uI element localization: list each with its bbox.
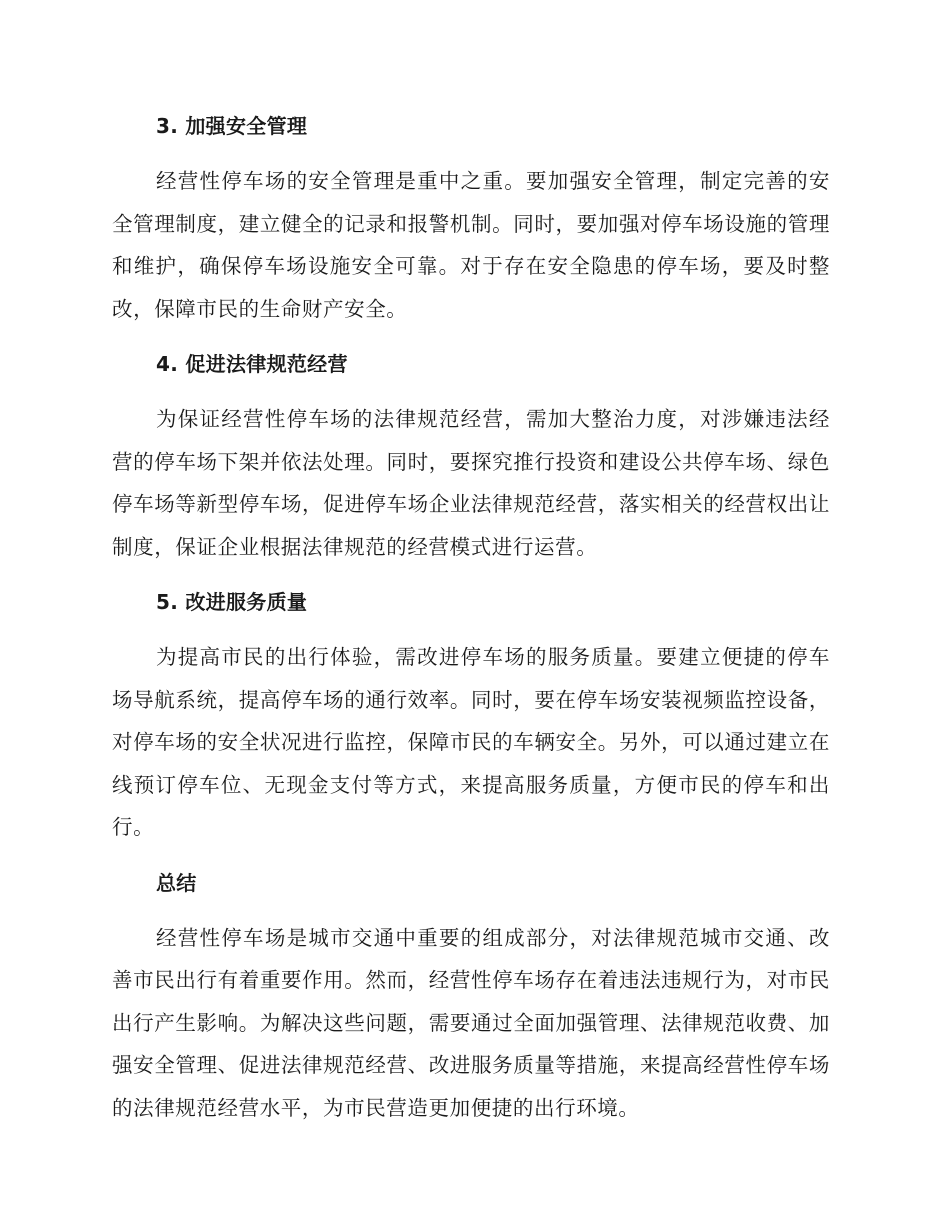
section-heading-legal-operation: 4. 促进法律规范经营	[156, 352, 348, 376]
section-body-safety: 经营性停车场的安全管理是重中之重。要加强安全管理，制定完善的安全管理制度，建立健全的记录和报警机制。同时，要加强对停车场设施的管理和维护，确保停车场设施安全可靠。对于存在安全隐患的停车场，要及时整改，保障市民的生命财产安全。	[112, 169, 830, 321]
section-body-legal-operation: 为保证经营性停车场的法律规范经营，需加大整治力度，对涉嫌违法经营的停车场下架并依法处理。同时，要探究推行投资和建设公共停车场、绿色停车场等新型停车场，促进停车场企业法律规范经营，落实相关的经营权出让制度，保证企业根据法律规范的经营模式进行运营。	[112, 407, 830, 559]
section-heading-safety: 3. 加强安全管理	[156, 114, 308, 138]
section-body-summary: 经营性停车场是城市交通中重要的组成部分，对法律规范城市交通、改善市民出行有着重要作用。然而，经营性停车场存在着违法违规行为，对市民出行产生影响。为解决这些问题，需要通过全面加强管理、法律规范收费、加强安全管理、促进法律规范经营、改进服务质量等措施，来提高经营性停车场的法律规范经营水平，为市民营造更加便捷的出行环境。	[112, 925, 830, 1120]
section-body-service-quality: 为提高市民的出行体验，需改进停车场的服务质量。要建立便捷的停车场导航系统，提高停车场的通行效率。同时，要在停车场安装视频监控设备，对停车场的安全状况进行监控，保障市民的车辆安全。另外，可以通过建立在线预订停车位、无现金支付等方式，来提高服务质量，方便市民的停车和出行。	[112, 645, 830, 839]
section-heading-service-quality: 5. 改进服务质量	[156, 590, 308, 614]
section-heading-summary: 总结	[156, 870, 197, 895]
